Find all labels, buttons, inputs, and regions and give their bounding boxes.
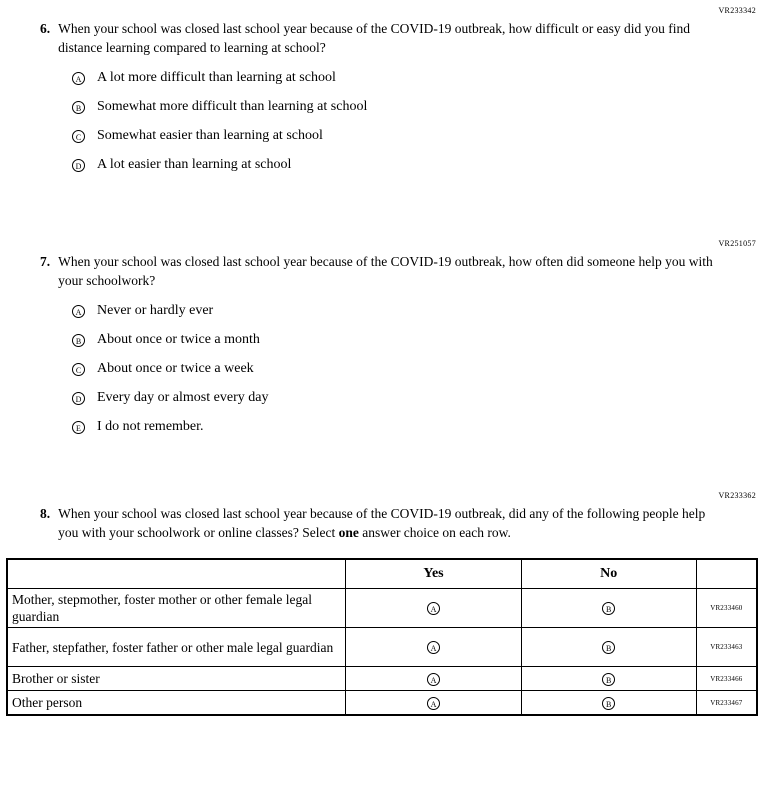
cell-other-no[interactable] (521, 691, 696, 716)
option-label: Somewhat easier than learning at school (97, 128, 323, 143)
option-q6-b[interactable] (72, 100, 764, 114)
question-8-text (58, 504, 728, 542)
option-q7-c[interactable] (72, 362, 764, 376)
header-blank-code (696, 559, 757, 589)
cell-mother-no[interactable] (521, 589, 696, 628)
row-code: VR233460 (696, 589, 757, 628)
spacer (0, 187, 764, 239)
spacer (0, 449, 764, 491)
question-6-options (72, 71, 764, 172)
vr-code-q7: VR251057 (718, 239, 756, 248)
cell-sibling-yes[interactable] (346, 667, 521, 691)
vr-code-q6: VR233342 (718, 6, 756, 15)
radio-q6-a[interactable]: A (72, 72, 85, 85)
option-label: A lot easier than learning at school (97, 157, 292, 172)
question-6-text: When your school was closed last school year because of the COVID-19 outbreak, how difficult or easy did you find distance learning compared to learning at school? (58, 21, 690, 55)
option-label: Somewhat more difficult than learning at school (97, 99, 368, 114)
radio-other-no[interactable]: B (602, 697, 615, 710)
question-7-number: 7. (40, 254, 51, 269)
question-7-text: When your school was closed last school year because of the COVID-19 outbreak, how often did someone help you with your schoolwork? (58, 254, 713, 288)
option-q7-d[interactable] (72, 391, 764, 405)
row-code: VR233466 (696, 667, 757, 691)
radio-sibling-no[interactable]: B (602, 673, 615, 686)
row-label-father: Father, stepfather, foster father or other male legal guardian (7, 628, 346, 667)
table-row (7, 589, 757, 628)
header-yes: Yes (346, 559, 521, 589)
option-q7-b[interactable] (72, 333, 764, 347)
row-label-other: Other person (7, 691, 346, 716)
radio-mother-yes[interactable]: A (427, 602, 440, 615)
option-label: About once or twice a month (97, 332, 260, 347)
radio-q6-d[interactable]: D (72, 159, 85, 172)
question-6-number: 6. (40, 21, 51, 36)
radio-q6-c[interactable]: C (72, 130, 85, 143)
radio-q7-d[interactable]: D (72, 392, 85, 405)
radio-q7-b[interactable]: B (72, 334, 85, 347)
question-8-text-start: When your school was closed last school year because of the COVID-19 outbreak, did any of the following people help you with your schoolwork or online classes? Select (58, 506, 706, 540)
option-q6-c[interactable] (72, 129, 764, 143)
option-label: A lot more difficult than learning at school (97, 70, 336, 85)
vr-code-q8: VR233362 (718, 491, 756, 500)
option-q6-d[interactable] (72, 158, 764, 172)
cell-father-no[interactable] (521, 628, 696, 667)
radio-father-yes[interactable]: A (427, 641, 440, 654)
table-header-row (7, 559, 757, 589)
row-label-mother: Mother, stepmother, foster mother or other female legal guardian (7, 589, 346, 628)
question-7 (40, 252, 728, 290)
question-8-number: 8. (40, 506, 51, 521)
question-6 (40, 19, 728, 57)
option-label: I do not remember. (97, 419, 204, 434)
header-blank (7, 559, 346, 589)
question-7-options (72, 304, 764, 434)
radio-mother-no[interactable]: B (602, 602, 615, 615)
row-label-sibling: Brother or sister (7, 667, 346, 691)
table-row (7, 667, 757, 691)
table-row (7, 628, 757, 667)
radio-other-yes[interactable]: A (427, 697, 440, 710)
radio-q6-b[interactable]: B (72, 101, 85, 114)
question-8 (40, 504, 728, 542)
row-code: VR233467 (696, 691, 757, 716)
question-8-table (6, 558, 758, 716)
cell-mother-yes[interactable] (346, 589, 521, 628)
question-8-text-end: answer choice on each row. (358, 525, 511, 540)
option-label: Every day or almost every day (97, 390, 269, 405)
radio-q7-a[interactable]: A (72, 305, 85, 318)
radio-sibling-yes[interactable]: A (427, 673, 440, 686)
option-q7-a[interactable] (72, 304, 764, 318)
option-label: Never or hardly ever (97, 303, 214, 318)
cell-father-yes[interactable] (346, 628, 521, 667)
radio-father-no[interactable]: B (602, 641, 615, 654)
cell-other-yes[interactable] (346, 691, 521, 716)
option-label: About once or twice a week (97, 361, 254, 376)
question-8-text-bold: one (338, 525, 359, 540)
option-q6-a[interactable] (72, 71, 764, 85)
radio-q7-c[interactable]: C (72, 363, 85, 376)
table-row (7, 691, 757, 716)
cell-sibling-no[interactable] (521, 667, 696, 691)
header-no: No (521, 559, 696, 589)
radio-q7-e[interactable]: E (72, 421, 85, 434)
row-code: VR233463 (696, 628, 757, 667)
option-q7-e[interactable] (72, 420, 764, 434)
